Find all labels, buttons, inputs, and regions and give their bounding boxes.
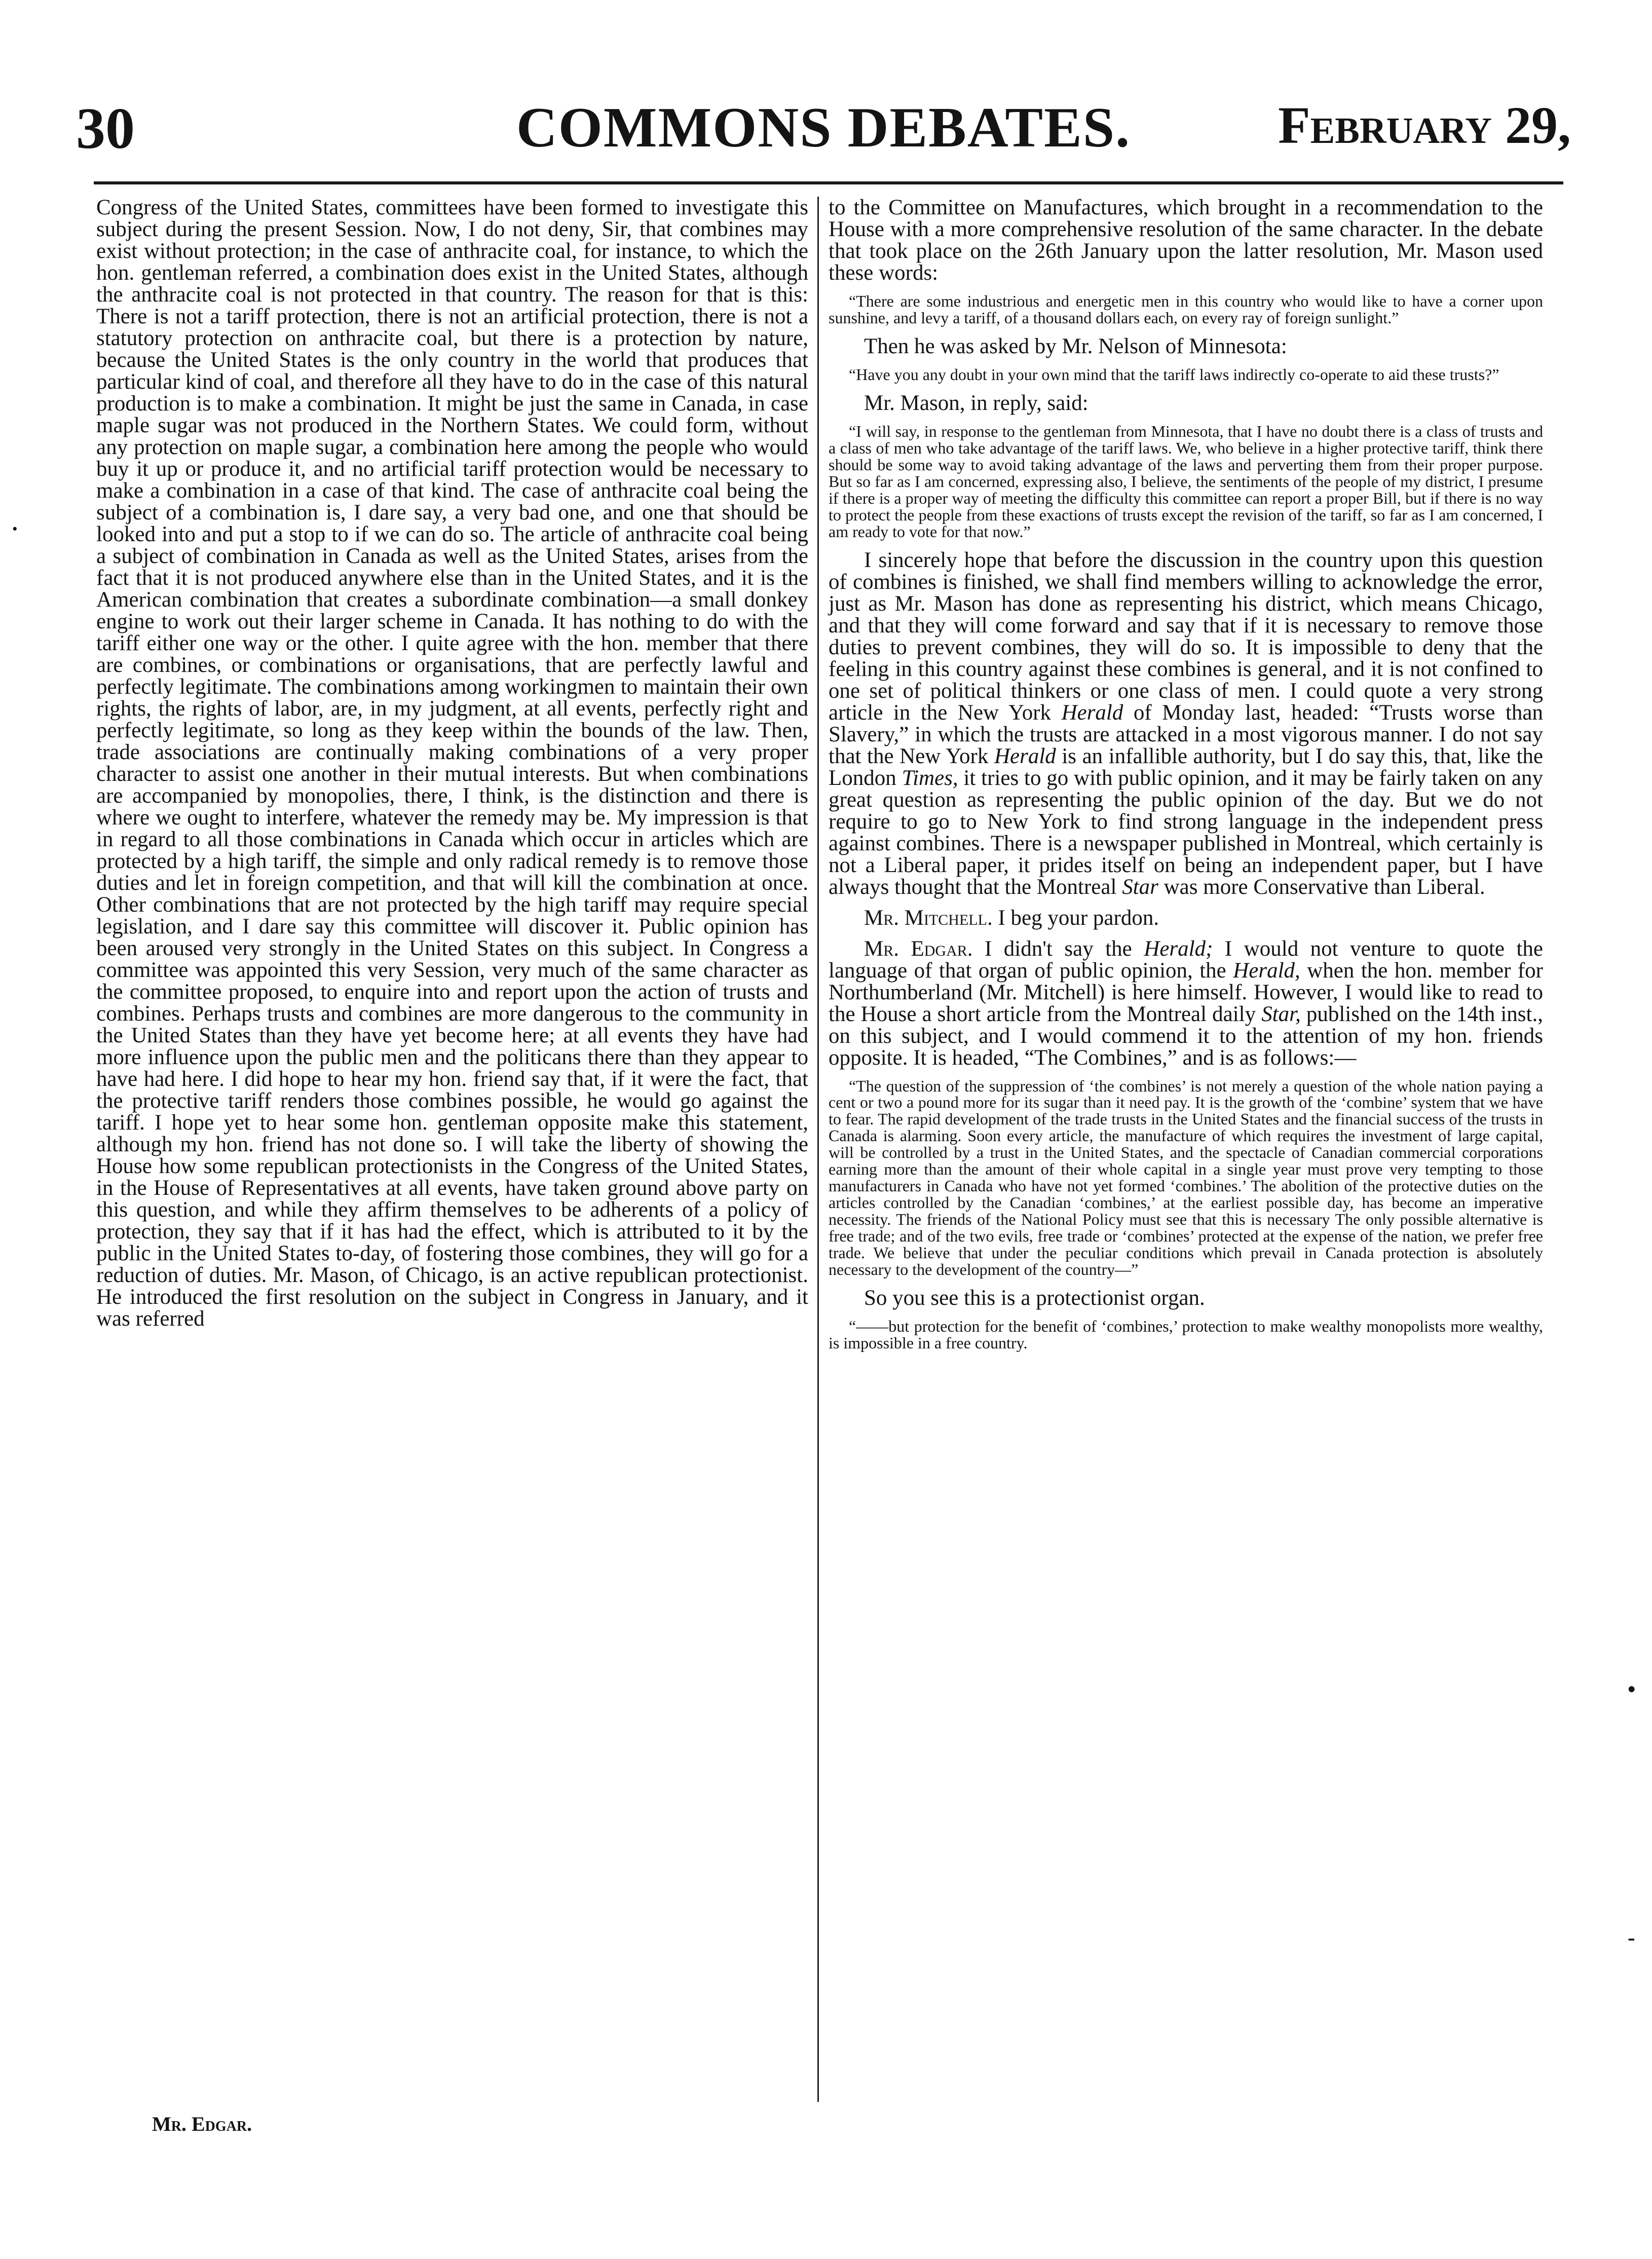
- quote-montreal-star-continued: “——but protection for the benefit of ‘combines,’ protection to make wealthy monopolists more wealthy, is impossible in a free country.: [829, 1316, 1543, 1352]
- speaker-mitchell: Mr. Mitchell.: [864, 906, 993, 930]
- quote-mason-reply: “I will say, in response to the gentleman from Minnesota, that I have no doubt there is a class of trusts and a class of men who take advantage of the tariff laws. We, who believe in a higher protective tariff, think there should be some way to avoid taking advantage of the laws and perverting them from their proper purpose. But so far as I am concerned, expressing also, I believe, the sentiments of the people of my district, I presume if there is a proper way of meeting the difficulty this committee can report a proper Bill, but if there is no way to protect the people from these exactions of trusts except the revision of the tariff, so far as I am concerned, I am ready to vote for that now.”: [829, 422, 1543, 541]
- header-rule: [94, 181, 1563, 184]
- margin-dot-right: •: [1628, 1677, 1636, 1702]
- quote-mason-sunshine: “There are some industrious and energetic men in this country who would like to have a corner upon sunshine, and levy a tariff, of a thousand dollars each, on every ray of foreign sunlight.”: [829, 292, 1543, 327]
- right-paragraph-1: to the Committee on Manufactures, which brought in a recommendation to the House with a more comprehensive resolution of the same character. In the debate that took place on the 26th January upon the latter resolution, Mr. Mason used these words:: [829, 196, 1543, 285]
- footer-speaker-name: Mr. Edgar.: [152, 2113, 252, 2135]
- speech-mitchell: Mr. Mitchell. I beg your pardon.: [864, 906, 1159, 930]
- right-paragraph-2: Then he was asked by Mr. Nelson of Minnesota:: [864, 334, 1287, 358]
- right-paragraph-5: So you see this is a protectionist organ.: [864, 1286, 1205, 1310]
- page-header: [76, 95, 1571, 171]
- margin-dot-left: ·: [11, 516, 19, 541]
- margin-dash-right: -: [1628, 1925, 1635, 1950]
- right-paragraph-3: Mr. Mason, in reply, said:: [864, 391, 1088, 415]
- column-divider: [817, 197, 819, 2102]
- right-paragraph-4: I sincerely hope that before the discussion in the country upon this question of combines is finished, we shall find members willing to acknowledge the error, just as Mr. Mason has done as representing his district, which means Chicago, and that they will come forward and say that if it is necessary to remove those duties to prevent combines, they will do so. It is impossible to deny that the feeling in this country against these combines is general, and it is not confined to one set of political thinkers or one class of men. I could quote a very strong article in the New York Herald of Monday last, headed: “Trusts worse than Slavery,” in which the trusts are attacked in a most vigorous manner. I do not say that the New York Herald is an infallible authority, but I do say this, that, like the London Times, it tries to go with public opinion, and it may be fairly taken on any great question as representing the public opinion of the day. But we do not require to go to New York to find strong language in the independent press against combines. There is a newspaper published in Montreal, which certainly is not a Liberal paper, it prides itself on being an independent paper, but I have always thought that the Montreal Star was more Conservative than Liberal.: [829, 548, 1543, 899]
- publication-title: COMMONS DEBATES.: [516, 96, 1131, 159]
- page-number: 30: [76, 96, 135, 161]
- right-column: [829, 197, 1543, 2122]
- quote-montreal-star: “The question of the suppression of ‘the combines’ is not merely a question of the whole nation paying a cent or two a pound more for its sugar than it need pay. It is the growth of the ‘combine’ system that we have to fear. The rapid development of the trade trusts in the United States and the financial success of the trusts in Canada is alarming. Soon every article, the manufacture of which requires the investment of large capital, will be controlled by a trust in the United States, and the spectacle of Canadian commercial corporations earning more than the amount of their whole capital in a single year must prove very tempting to those manufacturers in Canada who have not yet formed ‘combines.’ The abolition of the protective duties on the articles controlled by the Canadian ‘combines,’ at the earliest possible day, has become an imperative necessity. The friends of the National Policy must see that this is necessary The only possible alternative is free trade; and of the two evils, free trade or ‘combines’ protected at the expense of the nation, we prefer free trade. We believe that under the peculiar conditions which prevail in Canada protection is absolutely necessary to the development of the country—”: [829, 1076, 1543, 1279]
- quote-nelson-question: “Have you any doubt in your own mind that the tariff laws indirectly co-operate to aid these trusts?”: [849, 365, 1499, 384]
- left-paragraph-1: Congress of the United States, committees have been formed to investigate this subject during the present Session. Now, I do not deny, Sir, that combines may exist without protection; in the case of anthracite coal, for instance, to which the hon. gentleman referred, a combination does exist in the United States, although the anthracite coal is not protected in that country. The reason for that is this: There is not a tariff protection, there is not an artificial protection, there is not a statutory protection on anthracite coal, but there is a protection by nature, because the United States is the only country in the world that produces that particular kind of coal, and therefore all they have to do in the case of this natural production is to make a combination. It might be just the same in Canada, in case maple sugar was not produced in the Northern States. We could form, without any protection on maple sugar, a combination here among the people who would buy it up or produce it, and no artificial tariff protection would be necessary to make a combination in a case of that kind. The case of anthracite coal being the subject of a combination is, I dare say, a very bad one, and one that should be looked into and put a stop to if we can do so. The article of anthracite coal being a subject of combination in Canada as well as the United States, arises from the fact that it is not produced anywhere else than in the United States, and it is the American combination that creates a subordinate combination—a small donkey engine to work out their larger scheme in Canada. It has nothing to do with the tariff either one way or the other. I quite agree with the hon. member that there are combines, or combinations or organisations, that are perfectly lawful and perfectly legitimate. The combinations among workingmen to maintain their own rights, the rights of labor, are, in my judgment, at all events, perfectly right and perfectly legitimate, so long as they keep within the bounds of the law. Then, trade associations are continually making combinations of a very proper character to assist one another in their mutual interests. But when combinations are accompanied by monopolies, there, I think, is the distinction and there is where we ought to interfere, whatever the remedy may be. My impression is that in regard to all those combinations in Canada which occur in articles which are protected by a high tariff, the simple and only radical remedy is to remove those duties and let in foreign competition, and that will kill the combination at once. Other combinations that are not protected by the high tariff may require special legislation, and I dare say this committee will discover it. Public opinion has been aroused very strongly in the United States on this subject. In Congress a committee was appointed this very Session, very much of the same character as the committee proposed, to enquire into and report upon the action of trusts and combines. Perhaps trusts and combines are more dangerous to the community in the United States than they have yet become here; at all events they have had more influence upon the public men and the politicans there than they appear to have had here. I did hope to hear my hon. friend say that, if it were the fact, that the protective tariff renders those combines possible, he would go against the tariff. I hope yet to hear some hon. gentleman opposite make this statement, although my hon. friend has not done so. I will take the liberty of showing the House how some republican protectionists in the Congress of the United States, in the House of Representatives at all events, have taken ground above party on this question, and while they affirm themselves to be adherents of a policy of protection, they say that if it has had the effect, which is attributed to it by the public in the United States to-day, of fostering those combines, they will go for a reduction of duties. Mr. Mason, of Chicago, is an active republican protectionist. He introduced the first resolution on the subject in Congress in January, and it was referred: [96, 196, 808, 1331]
- speaker-edgar: Mr. Edgar.: [864, 936, 973, 961]
- speech-edgar: Mr. Edgar. I didn't say the Herald; I would not venture to quote the language of that organ of public opinion, the Herald, when the hon. member for Northumberland (Mr. Mitchell) is here himself. However, I would like to read to the House a short article from the Montreal daily Star, published on the 14th inst., on this subject, and I would commend it to the attention of my hon. friends opposite. It is headed, “The Combines,” and is as follows:—: [829, 936, 1544, 1070]
- left-column: [96, 197, 808, 2132]
- page-date: February 29,: [1278, 96, 1571, 155]
